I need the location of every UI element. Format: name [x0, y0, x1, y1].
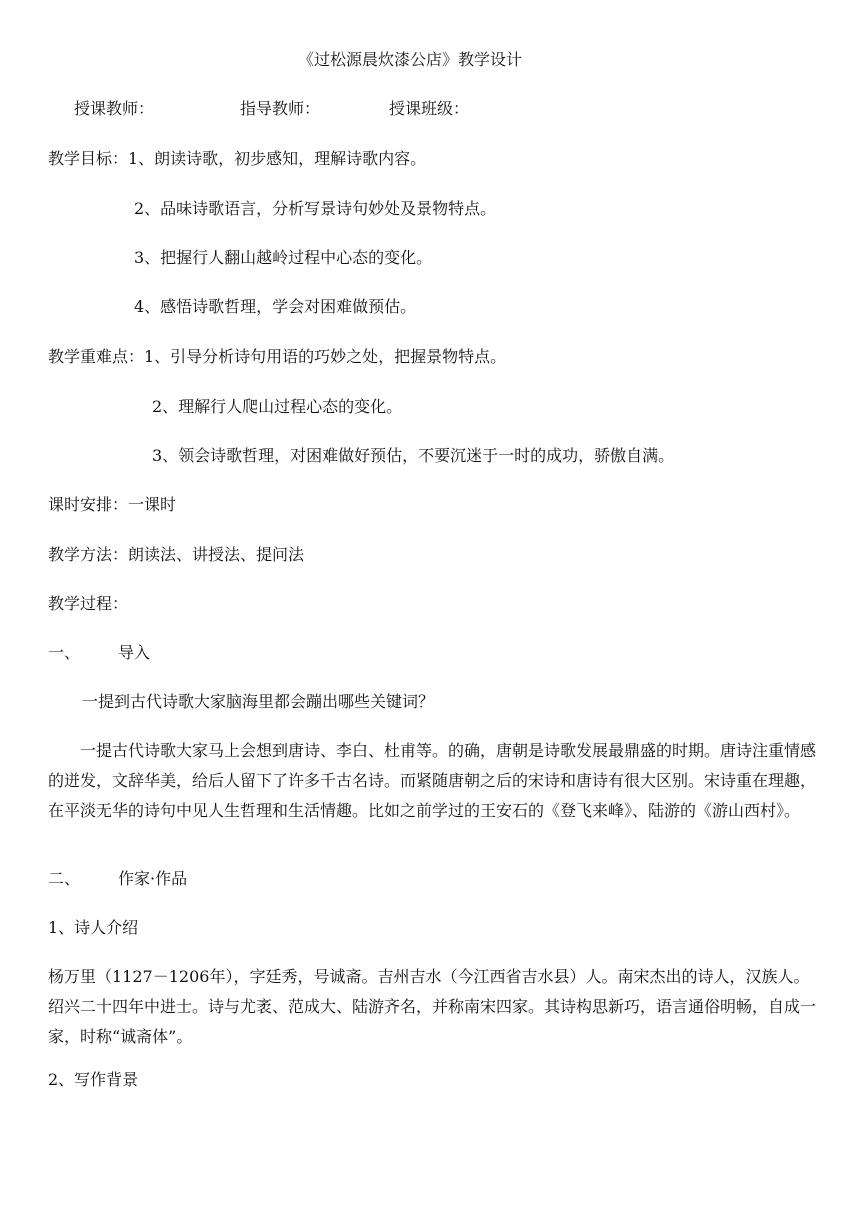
- methods-line: 教学方法：朗读法、讲授法、提问法: [48, 545, 305, 564]
- key-point-item: 3、领会诗歌哲理，对困难做好预估，不要沉迷于一时的成功，骄傲自满。: [152, 446, 675, 465]
- schedule-line: 课时安排：一课时: [48, 495, 177, 514]
- process-label: 教学过程：: [48, 594, 129, 613]
- teacher-field: 授课教师：: [74, 99, 155, 118]
- goal-item: 1、朗读诗歌，初步感知，理解诗歌内容。: [128, 149, 427, 168]
- poet-bio-paragraph: [48, 962, 818, 1052]
- section-title: 导入: [118, 643, 151, 662]
- section-number: 二、: [48, 869, 81, 888]
- goals-label: 教学目标：: [48, 149, 129, 168]
- key-point-item: 2、理解行人爬山过程心态的变化。: [152, 397, 403, 416]
- intro-paragraph: [48, 736, 818, 826]
- goal-item: 4、感悟诗歌哲理，学会对困难做预估。: [134, 297, 417, 316]
- goal-item: 2、品味诗歌语言，分析写景诗句妙处及景物特点。: [134, 199, 497, 218]
- advisor-field: 指导教师：: [240, 99, 321, 118]
- intro-question: 一提到古代诗歌大家脑海里都会蹦出哪些关键词？: [82, 692, 435, 711]
- subsection-heading: 1、诗人介绍: [48, 918, 139, 937]
- document-title: 《过松源晨炊漆公店》教学设计: [298, 50, 523, 69]
- subsection-heading: 2、写作背景: [48, 1070, 139, 1089]
- section-title: 作家·作品: [118, 869, 188, 888]
- poet-bio-text: 杨万里（1127－1206年），字廷秀，号诚斋。吉州吉水（今江西省吉水县）人。南宋杰出的诗人，汉族人。绍兴二十四年中进士。诗与尤袤、范成大、陆游齐名，并称南宋四家。其诗构思新巧，语言通俗明畅，自成一家，时称“诚斋体”。: [48, 967, 817, 1046]
- goal-item: 3、把握行人翻山越岭过程中心态的变化。: [134, 248, 433, 267]
- key-point-item: 1、引导分析诗句用语的巧妙之处，把握景物特点。: [144, 347, 507, 366]
- class-field: 授课班级：: [389, 99, 470, 118]
- key-points-label: 教学重难点：: [48, 347, 145, 366]
- intro-paragraph-text: 一提古代诗歌大家马上会想到唐诗、李白、杜甫等。的确，唐朝是诗歌发展最鼎盛的时期。唐诗注重情感的迸发，文辞华美，给后人留下了许多千古名诗。而紧随唐朝之后的宋诗和唐诗有很大区别。宋诗重在理趣，在平淡无华的诗句中见人生哲理和生活情趣。比如之前学过的王安石的《登飞来峰》、陆游的《游山西村》。: [48, 741, 817, 820]
- section-number: 一、: [48, 643, 81, 662]
